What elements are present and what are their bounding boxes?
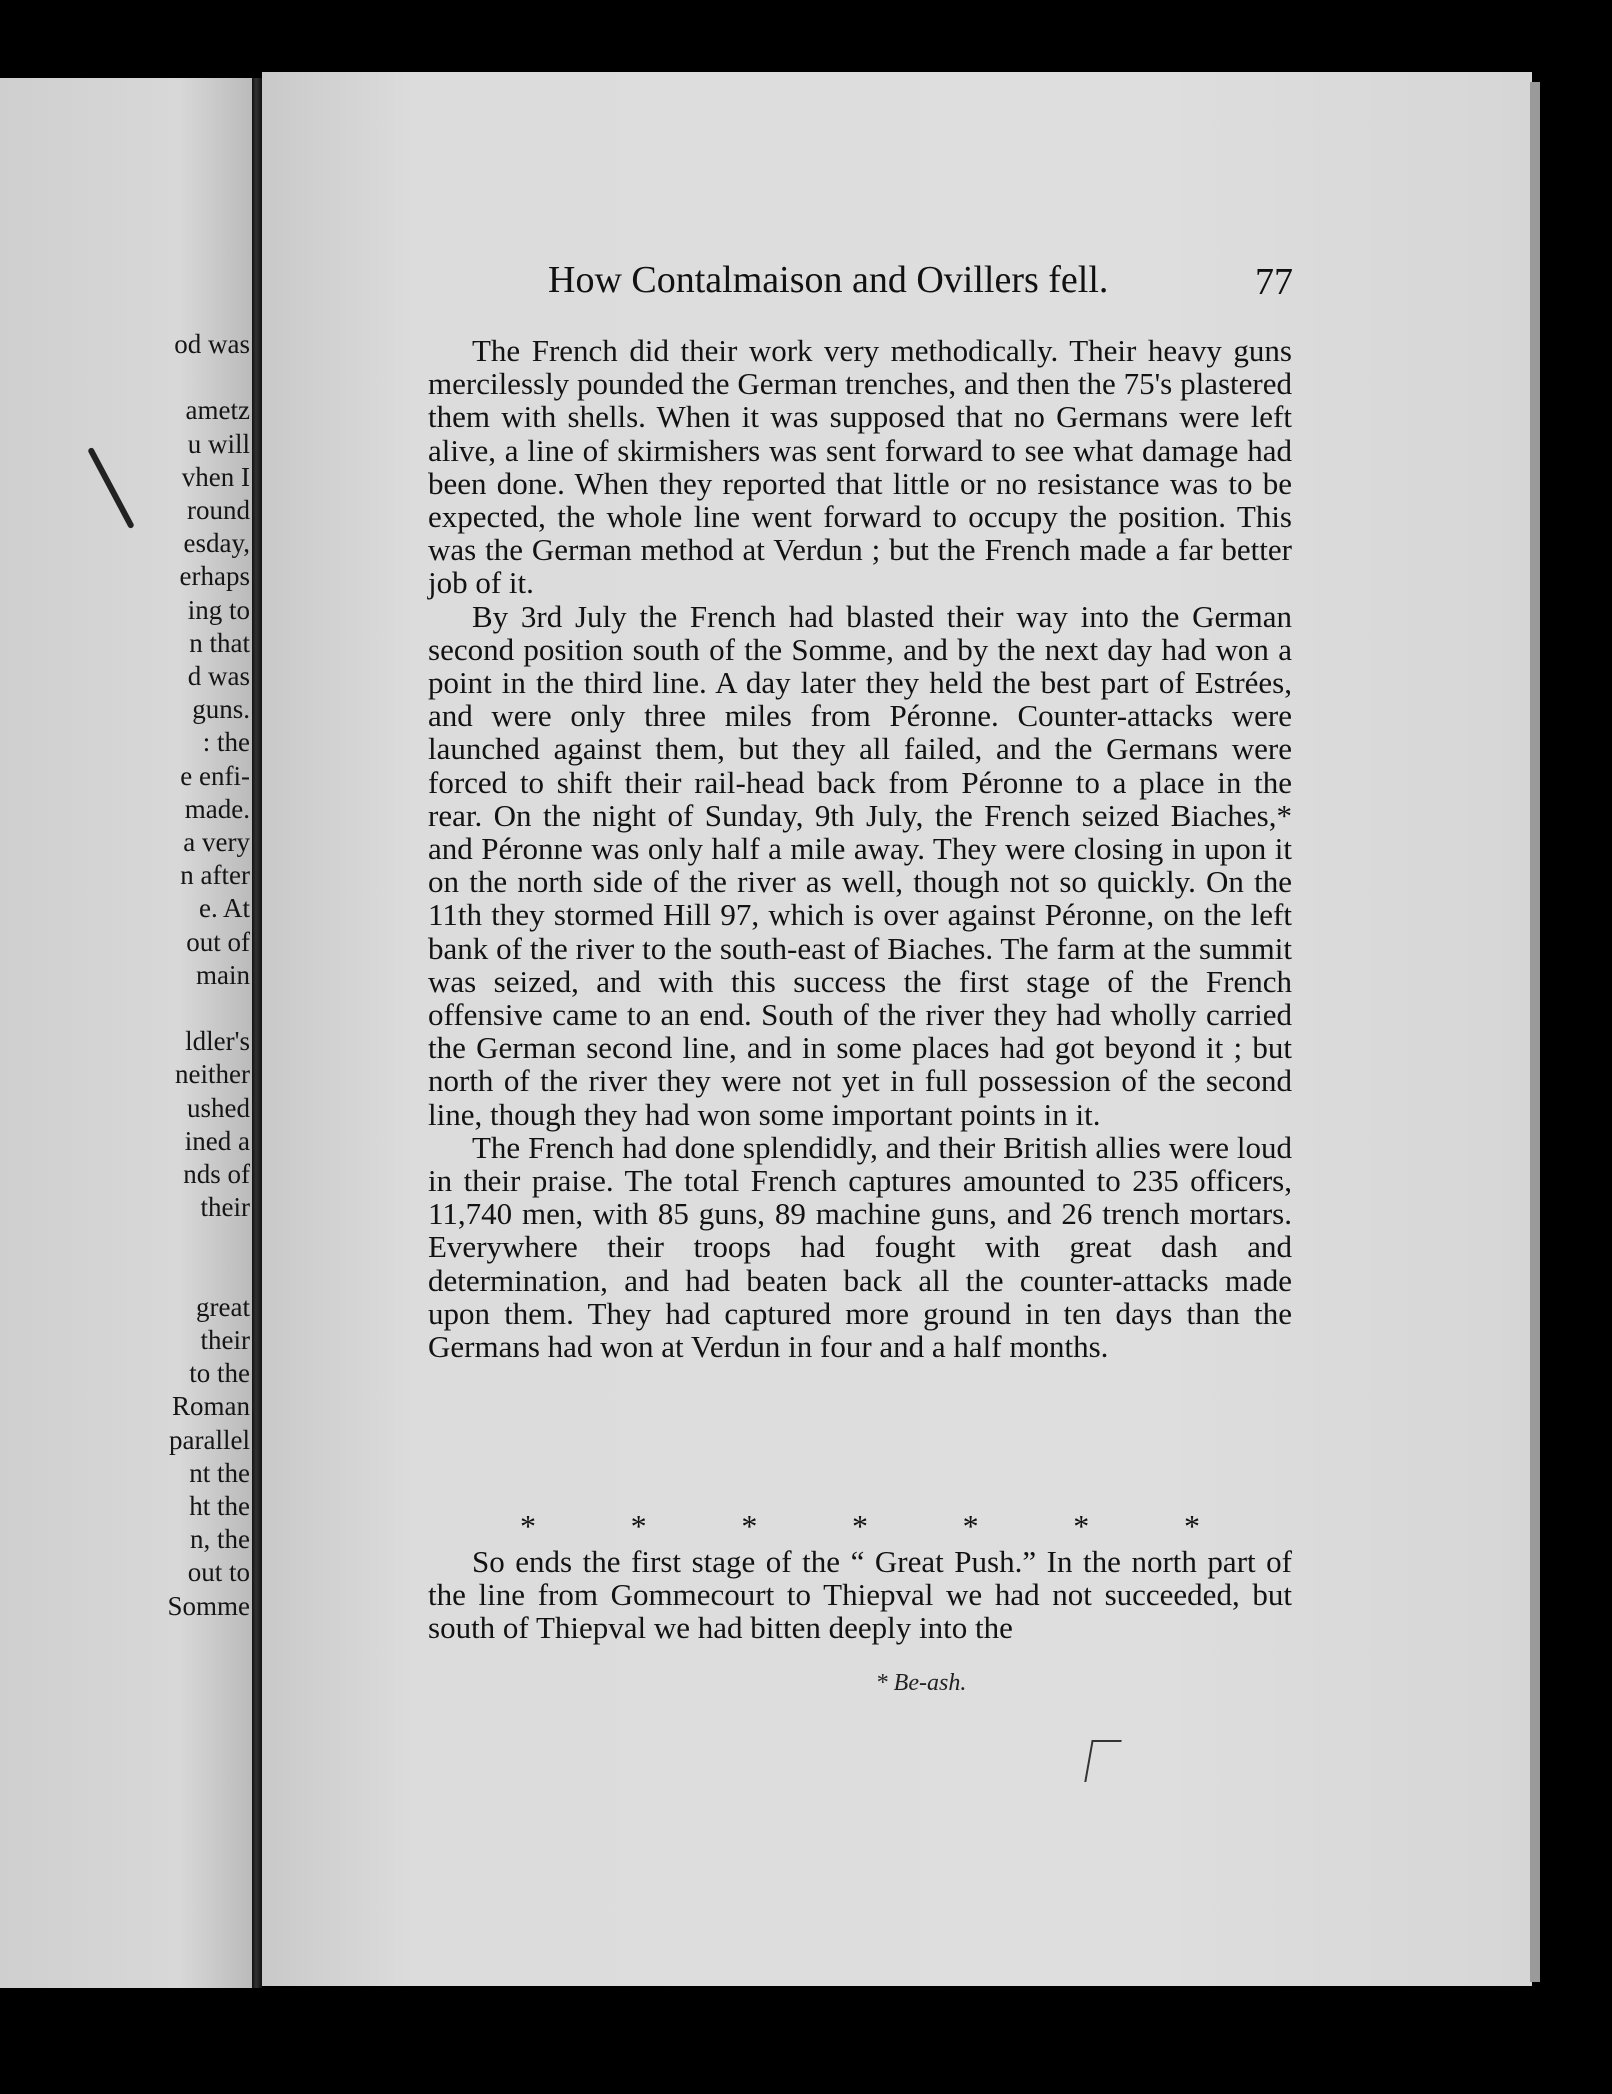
left-page-line: nds of [183, 1159, 250, 1189]
closing-paragraph: So ends the first stage of the “ Great Push.” In the north part of the line from Gommecourt to Thiepval we had not succeeded, but south of Thiepval we had bitten deeply into the [428, 1544, 1292, 1646]
left-page-line: Somme [167, 1590, 250, 1621]
left-page-line: Roman [172, 1391, 250, 1422]
asterisk: * [520, 1508, 536, 1544]
left-page-line: to the [189, 1358, 250, 1389]
page-number: 77 [1255, 261, 1293, 303]
left-page-line: u will [187, 428, 250, 459]
footnote: * Be-ash. [875, 1670, 967, 1696]
left-page-line: neither [175, 1059, 250, 1090]
page-header [548, 258, 1293, 308]
left-page-line: parallel [169, 1424, 250, 1455]
left-page-line: great [196, 1291, 250, 1322]
body-text [428, 334, 1292, 1363]
left-page-line: erhaps [179, 561, 250, 592]
paragraph: By 3rd July the French had blasted their way into the German second position south of the Somme, and by the next day had won a point in the third line. A day later they held the best part of Estrées, and were only three miles from Péronne. Counter-attacks were launched against them, but they all failed, and the Germans were forced to shift their rail-head back from Péronne to a place in the rear. On the night of Sunday, 9th July, the French seized Biaches,* and Péronne was only half a mile away. They were closing in upon it on the north side of the river as well, though not so quickly. On the 11th they stormed Hill 97, which is over against Péronne, on the left bank of the river to the south-east of Biaches. The farm at the summit was seized, and with this success the first stage of the French offensive came to an end. South of the river they had wholly carried the German second line, and in some places had got beyond it ; but north of the river they were not yet in full possession of the second line, though they had won some important points in it. [428, 598, 1292, 1132]
left-page-line: n after [180, 860, 250, 891]
left-page-line: e enfi- [180, 760, 250, 791]
left-page-line: ined a [184, 1125, 250, 1156]
left-page-line: a very [183, 827, 250, 857]
book-gutter [252, 78, 262, 1988]
left-page-line: their [200, 1192, 250, 1223]
left-page-line: ushed [187, 1092, 250, 1123]
left-page-line: od was [174, 329, 250, 359]
asterisk: * [630, 1508, 647, 1544]
asterisk: * [851, 1508, 868, 1544]
left-page-line: ht the [189, 1491, 250, 1521]
left-page-line: out to [187, 1557, 250, 1588]
left-page-line: n, the [190, 1524, 250, 1555]
paragraph: The French had done splendidly, and their British allies were loud in their praise. The total French captures amounted to 235 officers, 11,740 men, with 85 guns, 89 machine guns, and 26 trench mortars. Everywhere their troops had fought with great dash and determination, and had beaten back all the counter-attacks made upon them. They had captured more ground in ten days than the Germans had won at Verdun in four and a half months. [428, 1129, 1292, 1365]
page-edge [1530, 82, 1540, 1982]
pencil-margin-mark [87, 447, 135, 529]
left-page-line: esday, [183, 528, 250, 559]
left-page-line: made. [184, 793, 250, 824]
left-page-line: out of [186, 926, 250, 957]
asterisk: * [1183, 1508, 1200, 1544]
left-page-line: round [187, 495, 250, 525]
asterisk: * [962, 1508, 979, 1544]
left-page-line: n that [189, 627, 250, 658]
paragraph: The French did their work very methodically. Their heavy guns mercilessly pounded the German trenches, and then the 75's plastered them with shells. When it was supposed that no Germans were left alive, a line of skirmishers was sent forward to see what damage had been done. When they reported that little or no resistance was to be expected, the whole line went forward to occupy the position. This was the German method at Verdun ; but the French made a far better job of it. [428, 333, 1292, 601]
running-title: How Contalmaison and Ovillers fell. [548, 259, 1109, 301]
asterisk: * [1073, 1508, 1090, 1544]
closing-text [428, 1545, 1292, 1645]
left-page-line: ing to [187, 594, 250, 625]
left-page [0, 78, 256, 1988]
left-page-line: d was [187, 661, 250, 691]
left-page-line: ldler's [185, 1026, 250, 1057]
asterisk: * [741, 1508, 758, 1544]
left-page-line: guns. [192, 694, 250, 725]
left-page-line: vhen I [181, 461, 250, 492]
section-break [520, 1508, 1200, 1545]
left-page-line: ametz [185, 395, 250, 426]
left-page-line: main [196, 959, 250, 990]
left-page-line: e. At [199, 893, 250, 924]
left-page-line: nt the [189, 1457, 250, 1488]
left-page-line: : the [202, 727, 250, 758]
left-page-line: their [200, 1325, 250, 1355]
